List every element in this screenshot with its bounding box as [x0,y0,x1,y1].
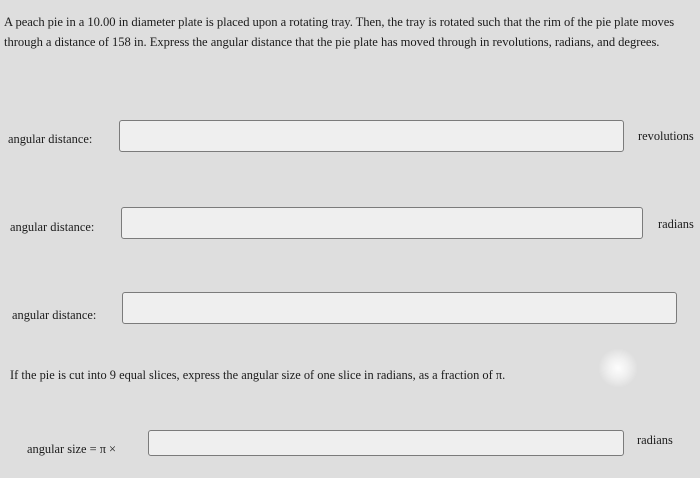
screen-glare [598,348,638,388]
slice-radians-unit: radians [637,433,673,447]
radians-unit: radians [658,217,694,231]
angular-distance-revolutions-input[interactable] [119,120,624,152]
angular-size-label: angular size = π × [27,442,117,456]
slice-question-text: If the pie is cut into 9 equal slices, express the angular size of one slice in radians, as a fraction of π. [10,368,506,382]
angular-distance-revolutions-label: angular distance: [8,132,93,146]
angular-distance-degrees-input[interactable] [122,292,677,324]
problem-text: A peach pie in a 10.00 in diameter plate is placed upon a rotating tray. Then, the tray is rotated such that the rim of the pie plate moves through a distance of 158 in. Express the angular distance that the pie plate has moved through in revolutions, radians, and degrees. [4,15,675,49]
angular-distance-radians-label: angular distance: [10,220,95,234]
angular-distance-degrees-label: angular distance: [12,308,97,322]
revolutions-unit: revolutions [638,129,694,143]
angular-distance-radians-input[interactable] [121,207,643,239]
angular-size-input[interactable] [148,430,624,456]
